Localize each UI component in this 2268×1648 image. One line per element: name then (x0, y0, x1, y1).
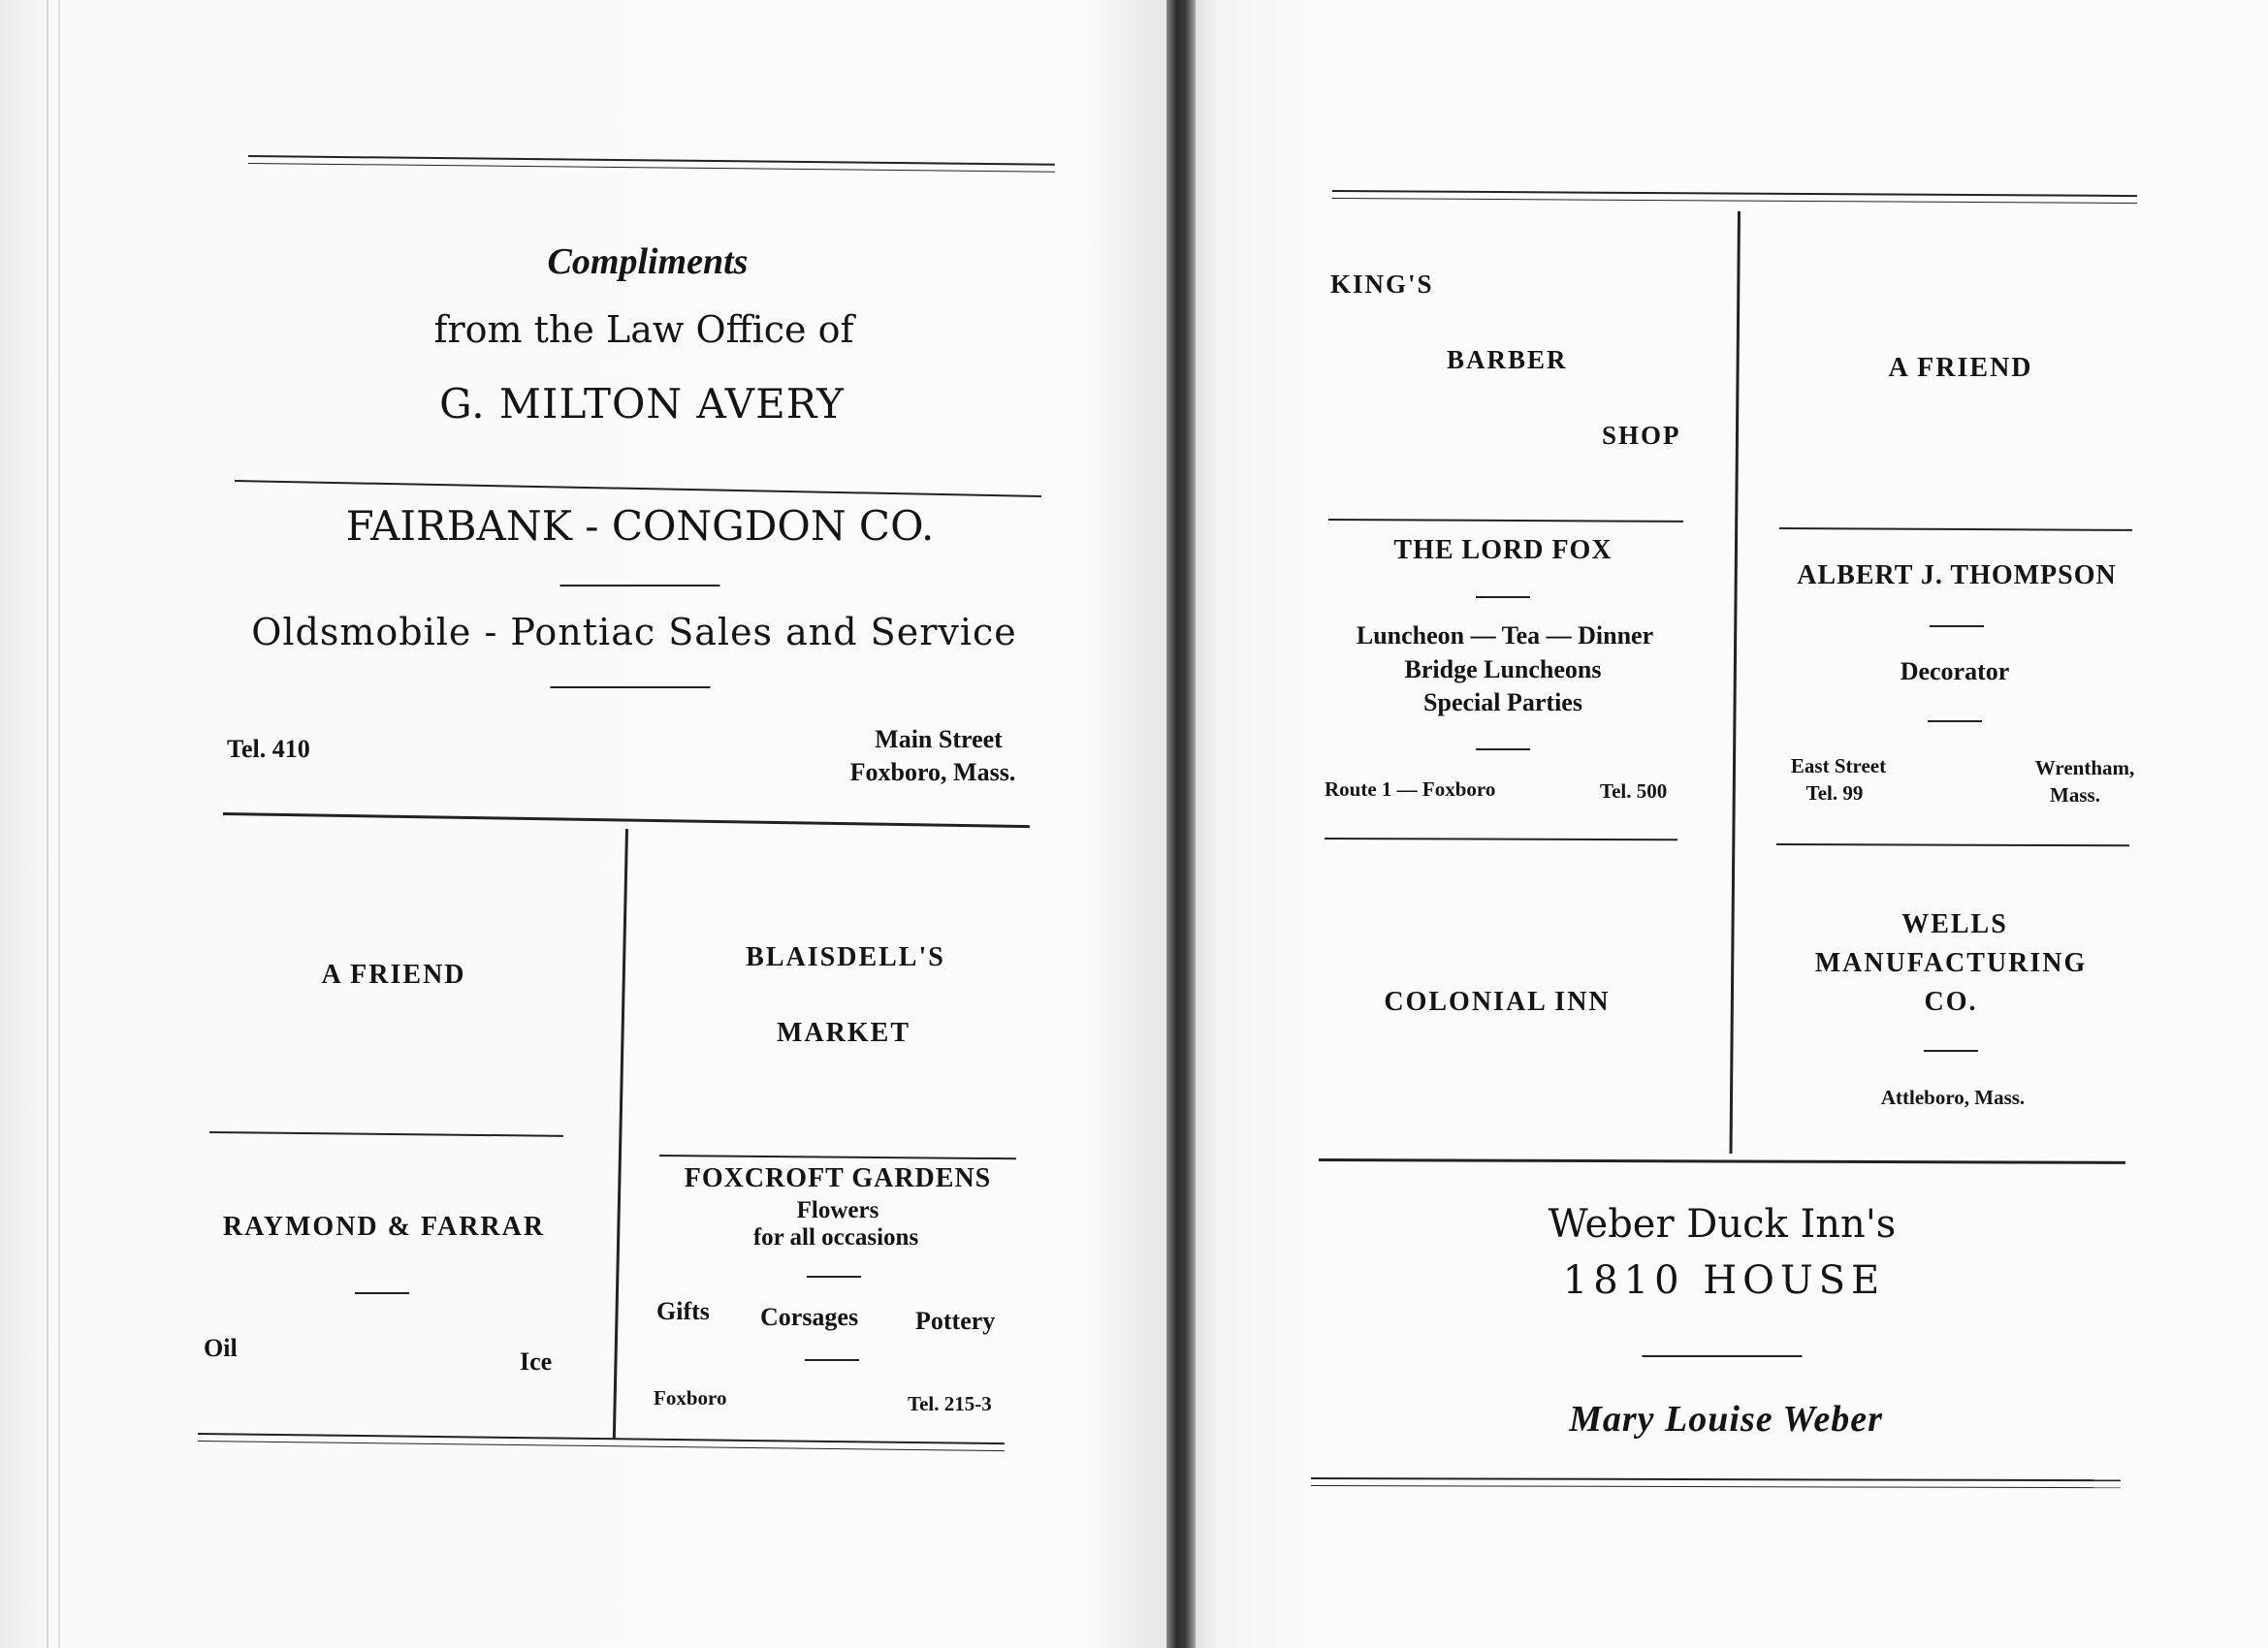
short-dash (560, 585, 720, 586)
weber-line2: 1810 HOUSE (1562, 1258, 1886, 1303)
foxcroft-name: FOXCROFT GARDENS (684, 1163, 992, 1193)
short-dash (551, 686, 711, 688)
avery-from-line: from the Law Office of (433, 308, 854, 351)
short-dash (1476, 748, 1530, 750)
thompson-tel: Tel. 99 (1805, 781, 1864, 805)
lordfox-route: Route 1 — Foxboro (1325, 777, 1496, 801)
foxcroft-line1: Flowers (796, 1197, 879, 1223)
lordfox-name: THE LORD FOX (1393, 535, 1613, 565)
kings-line2: BARBER (1447, 345, 1568, 374)
raymond-name: RAYMOND & FARRAR (222, 1212, 546, 1242)
thompson-street: East Street (1790, 754, 1887, 777)
thompson-name: ALBERT J. THOMPSON (1797, 560, 2117, 590)
avery-name: G. MILTON AVERY (439, 380, 845, 428)
fairbank-name: FAIRBANK - CONGDON CO. (345, 502, 935, 550)
short-dash (807, 1276, 861, 1278)
short-dash (1928, 720, 1982, 722)
kings-line3: SHOP (1602, 421, 1681, 450)
short-dash (1924, 1050, 1978, 1052)
lordfox-line3: Special Parties (1423, 688, 1582, 716)
blaisdell-line2: MARKET (777, 1018, 910, 1048)
thompson-town: Wrentham, (2034, 756, 2135, 779)
short-dash (1930, 625, 1984, 627)
wells-line1: WELLS (1901, 909, 2008, 939)
foxcroft-town: Foxboro (654, 1386, 727, 1410)
short-dash (355, 1292, 409, 1294)
fairbank-tel: Tel. 410 (227, 735, 310, 763)
fairbank-town: Foxboro, Mass. (849, 758, 1016, 786)
weber-line1: Weber Duck Inn's (1548, 1202, 1897, 1247)
fairbank-tagline: Oldsmobile - Pontiac Sales and Service (251, 611, 1017, 653)
lordfox-line1: Luncheon — Tea — Dinner (1356, 621, 1654, 650)
thompson-state: Mass. (2050, 783, 2100, 807)
foxcroft-gifts: Gifts (656, 1297, 710, 1325)
book-gutter (1166, 0, 1196, 1648)
wells-line2: MANUFACTURING (1814, 948, 2088, 978)
page-edge (58, 0, 60, 1648)
short-dash (1476, 596, 1530, 598)
foxcroft-tel: Tel. 215-3 (908, 1392, 992, 1415)
kings-line1: KING'S (1330, 269, 1434, 299)
short-dash (805, 1359, 859, 1361)
raymond-ice: Ice (520, 1347, 553, 1376)
blaisdell-line1: BLAISDELL'S (746, 942, 945, 972)
right-friend: A FRIEND (1888, 353, 2033, 383)
thompson-trade: Decorator (1900, 657, 2010, 685)
foxcroft-line2: for all occasions (752, 1224, 919, 1251)
left-friend: A FRIEND (321, 960, 466, 990)
wells-town: Attleboro, Mass. (1880, 1086, 2026, 1109)
lordfox-line2: Bridge Luncheons (1404, 655, 1602, 683)
raymond-oil: Oil (204, 1334, 238, 1362)
lordfox-tel: Tel. 500 (1600, 779, 1668, 803)
weber-owner: Mary Louise Weber (1569, 1399, 1883, 1440)
short-dash (1643, 1355, 1803, 1357)
fairbank-street: Main Street (875, 725, 1003, 753)
page-edge (47, 0, 48, 1648)
colonial-inn: COLONIAL INN (1384, 987, 1611, 1017)
wells-line3: CO. (1924, 987, 1978, 1017)
foxcroft-corsages: Corsages (760, 1303, 859, 1331)
foxcroft-pottery: Pottery (915, 1307, 996, 1335)
avery-compliments: Compliments (547, 241, 749, 282)
